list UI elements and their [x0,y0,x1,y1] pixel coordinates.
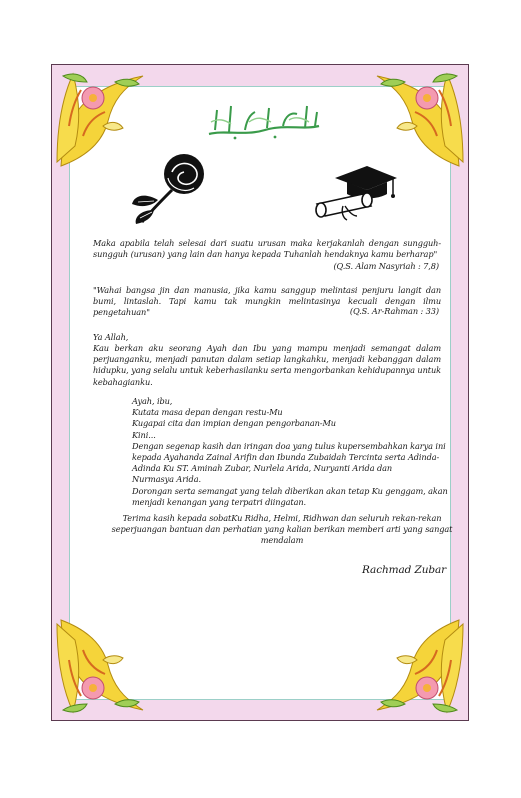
flower-corner-ornament-bottom-left [53,616,149,720]
arabic-calligraphy [205,100,323,142]
quote-1-source: (Q.S. Alam Nasyriah : 7,8) [333,261,439,271]
signature: Rachmad Zubar [362,564,447,576]
quote-2-text: "Wahai bangsa jin dan manusia, jika kamu sanggup melintasi penjuru langit dan bumi, lintaslah. Tapi kamu tak mungkin melintasinya kecuali dengan ilmu pengetahuan" [93,285,441,318]
quote-1-text: Maka apabila telah selesai dari suatu urusan maka kerjakanlah dengan sungguh-sungguh (urusan) yang lain dan hanya kepada Tuhanlah hendaknya kamu berharap" [93,238,441,260]
rose-icon [128,152,210,226]
poem-line: kepada Ayahanda Zainal Arifin dan Ibunda Zubaidah Tercinta serta Adinda- [132,452,440,463]
poem-line: Kugapai cita dan impian dengan pengorbanan-Mu [132,418,336,429]
quote-2-source: (Q.S. Ar-Rahman : 33) [349,306,439,316]
poem-line: Dengan segenap kasih dan iringan doa yang tulus kupersembahkan karya ini [132,440,446,451]
poem-line: menjadi kenangan yang terpatri diingatan. [132,496,307,507]
poem-line: Adinda Ku ST. Aminah Zubar, Nurlela Arida, Nuryanti Arida dan [132,463,393,474]
flower-corner-ornament-top-right [371,66,467,170]
poem-line: Nurmasya Arida. [132,474,201,485]
poem-line: Kutata masa depan dengan restu-Mu [132,407,283,418]
poem-line: Ayah, ibu, [132,396,173,406]
graduation-cap-diploma-icon [313,160,399,224]
thanks-text: Terima kasih kepada sobatKu Ridha, Helmi, Ridhwan dan seluruh rekan-rekan seperjuangan bantuan dan perhatian yang kalian berikan memberi arti yang sangat mendalam [111,513,453,546]
prayer-salutation: Ya Allah, [93,332,129,342]
poem-line: Kini... [132,429,156,440]
flower-corner-ornament-bottom-right [371,616,467,720]
prayer-text: Kau berkan aku seorang Ayah dan Ibu yang mampu menjadi semangat dalam perjuanganku, menjadi panutan dalam setiap langkahku, menjadi kebanggan dalam hidupku, yang selalu untuk keberhasilanku serta mengorbankan kehidupannya untuk kebahagianku. [93,343,441,387]
poem-line: Dorongan serta semangat yang telah diberikan akan tetap Ku genggam, akan [132,485,448,496]
poem [132,396,448,508]
